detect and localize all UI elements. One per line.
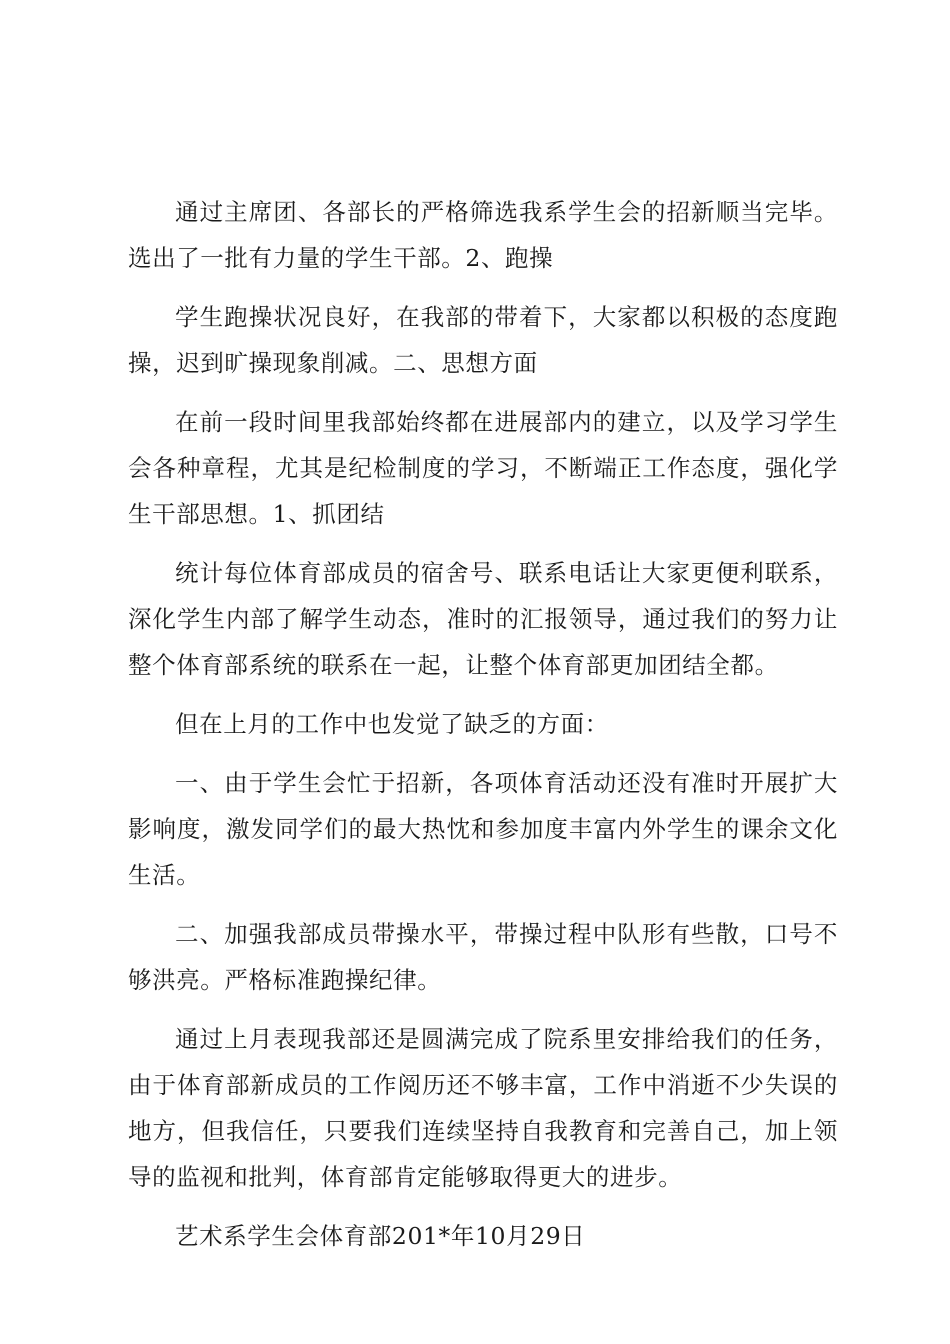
paragraph-running: 学生跑操状况良好，在我部的带着下，大家都以积极的态度跑操，迟到旷操现象削减。二、思想方面 [128,303,838,377]
paragraph-summary: 通过上月表现我部还是圆满完成了院系里安排给我们的任务，由于体育部新成员的工作阅历还不够丰富，工作中消逝不少失误的地方，但我信任，只要我们连续坚持自我教育和完善自己，加上领导的监视和批判，体育部肯定能够取得更大的进步。 [128,1025,838,1191]
paragraph-ideology: 在前一段时间里我部始终都在进展部内的建立，以及学习学生会各种章程，尤其是纪检制度的学习，不断端正工作态度，强化学生干部思想。1、抓团结 [128,408,838,528]
document-body [128,189,838,1272]
paragraph-recruitment: 通过主席团、各部长的严格筛选我系学生会的招新顺当完毕。选出了一批有力量的学生干部。2、跑操 [128,198,838,272]
paragraph-shortcoming-two: 二、加强我部成员带操水平，带操过程中队形有些散，口号不够洪亮。严格标准跑操纪律。 [128,920,838,994]
signature-line: 艺术系学生会体育部201*年10月29日 [175,1222,586,1250]
paragraph-unity: 统计每位体育部成员的宿舍号、联系电话让大家更便利联系，深化学生内部了解学生动态，准时的汇报领导，通过我们的努力让整个体育部系统的联系在一起，让整个体育部更加团结全都。 [128,559,838,679]
paragraph-shortcoming-one: 一、由于学生会忙于招新，各项体育活动还没有准时开展扩大影响度，激发同学们的最大热忱和参加度丰富内外学生的课余文化生活。 [128,769,838,889]
paragraph-shortcomings-intro: 但在上月的工作中也发觉了缺乏的方面： [175,710,609,738]
